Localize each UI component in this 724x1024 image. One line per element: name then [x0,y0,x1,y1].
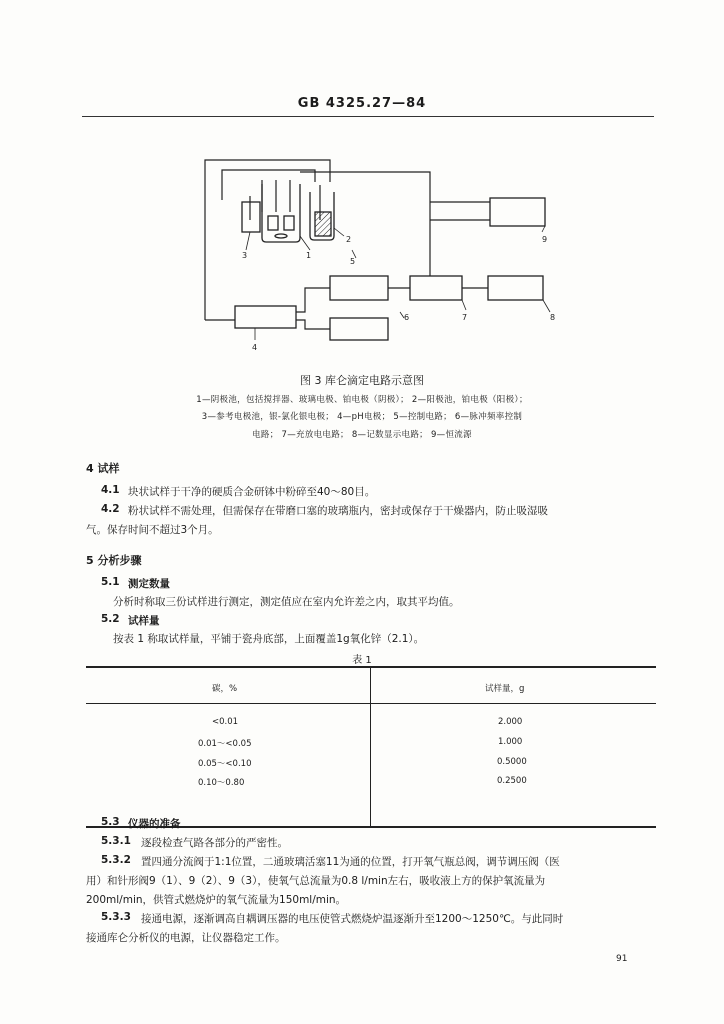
section-4-heading: 4 试样 [86,462,120,475]
table-cell-r1-c2: 2.000 [498,717,523,727]
item-5-2-title: 试样量 [128,615,160,627]
stirrer [275,234,287,238]
diagram-label-7: 7 [462,313,468,322]
page-header-standard-number: GB 4325.27—84 [297,96,427,111]
wire-4-to-5 [296,288,330,312]
item-5-3-1-text: 逐段检查气路各部分的严密性。 [141,837,288,849]
table-header-rule [86,703,656,704]
diagram-label-6: 6 [404,313,410,322]
diagram-label-4: 4 [252,343,258,352]
item-5-3-2-text: 置四通分流阀于1:1位置，二通玻璃活塞11为通的位置，打开氧气瓶总阀，调节调压阀（医 [141,856,560,868]
item-4-1-text: 块状试样于干净的硬质合金研钵中粉碎至40～80目。 [128,486,376,498]
pt-cathode [284,216,294,230]
wire-top-inner [222,170,315,200]
item-4-2-continuation: 气。保存时间不超过3个月。 [86,524,219,536]
item-5-3-3-number: 5.3.3 [101,911,131,923]
diagram-label-3: 3 [242,251,248,260]
figure-legend-line-1: 1—阴极池，包括搅拌器、玻璃电极、铂电极（阴极）； 2—阳极池，铂电极（阳极）； [196,395,528,405]
box-6-pulse-frequency [330,318,388,340]
table-cell-r4-c1: 0.10～0.80 [198,778,245,788]
diagram-label-5: 5 [350,257,356,266]
item-5-3-2-line-2: 用）和针形阀9（1）、9（2）、9（3），使氧气总流量为0.8 l/min左右，吸收液上方的保护氧流量为 [86,875,546,887]
table-cell-r2-c2: 1.000 [498,737,523,747]
item-5-3-3-line-2: 接通库仑分析仪的电源，让仪器稳定工作。 [86,932,286,944]
table-top-rule [86,666,656,668]
box-8-counter-display [488,276,543,300]
cathode-cell-1 [262,184,300,242]
table-cell-r3-c2: 0.5000 [497,757,527,767]
table-header-sample-mass: 试样量，g [485,684,525,694]
anode-platinum [315,212,331,236]
item-5-3-2-line-3: 200ml/min，供管式燃烧炉的氧气流量为150ml/min。 [86,894,347,906]
item-4-2-number: 4.2 [101,503,120,515]
table-cell-r2-c1: 0.01～<0.05 [198,739,252,749]
item-5-1-title: 测定数量 [128,578,170,590]
item-5-2-number: 5.2 [101,613,120,625]
item-5-2-text: 按表 1 称取试样量，平铺于瓷舟底部，上面覆盖1g氧化锌（2.1）。 [113,633,425,645]
figure-title: 图 3 库仑滴定电路示意图 [300,374,424,387]
item-5-3-2-number: 5.3.2 [101,854,131,866]
diagram-label-2: 2 [346,235,352,244]
diagram-label-8: 8 [550,313,556,322]
item-5-3-3-text: 接通电源，逐渐调高自耦调压器的电压使管式燃烧炉温逐渐升至1200～1250℃。与此同时 [141,913,564,925]
header-rule [82,116,654,117]
table-column-divider [370,666,371,827]
table-cell-r3-c1: 0.05～<0.10 [198,759,252,769]
item-5-3-1-number: 5.3.1 [101,835,131,847]
item-5-3-number: 5.3 [101,816,120,828]
wire-4-to-6 [296,320,330,329]
figure-legend-line-3: 电路； 7—充放电电路； 8—记数显示电路； 9—恒流源 [252,430,472,440]
table-cell-r4-c2: 0.2500 [497,776,527,786]
section-5-heading: 5 分析步骤 [86,554,142,567]
table-1-caption: 表 1 [352,655,372,666]
box-5-control-circuit [330,276,388,300]
box-7-charge-discharge [410,276,462,300]
diagram-label-1: 1 [306,251,312,260]
item-4-2-text: 粉状试样不需处理，但需保存在带磨口塞的玻璃瓶内，密封或保存于干燥器内，防止吸湿吸 [128,505,548,517]
glass-electrode-bulb [268,216,278,230]
page-number: 91 [616,954,628,964]
diagram-label-9: 9 [542,235,548,244]
table-cell-r1-c1: <0.01 [212,717,239,727]
figure-legend-line-2: 3—参考电极池，银-氯化银电极； 4—pH电极； 5—控制电路； 6—脉冲频率控制 [201,412,523,422]
item-5-3-title: 仪器的准备 [128,818,181,830]
item-5-1-number: 5.1 [101,576,120,588]
table-header-carbon: 碳，% [212,684,238,694]
box-4-ph-electrode [235,306,296,328]
item-5-1-text: 分析时称取三份试样进行测定，测定值应在室内允许差之内，取其平均值。 [113,596,460,608]
reference-cell-3 [242,202,260,232]
item-4-1-number: 4.1 [101,484,120,496]
box-9-constant-current-source [490,198,545,226]
coulometric-circuit-diagram [0,140,724,370]
